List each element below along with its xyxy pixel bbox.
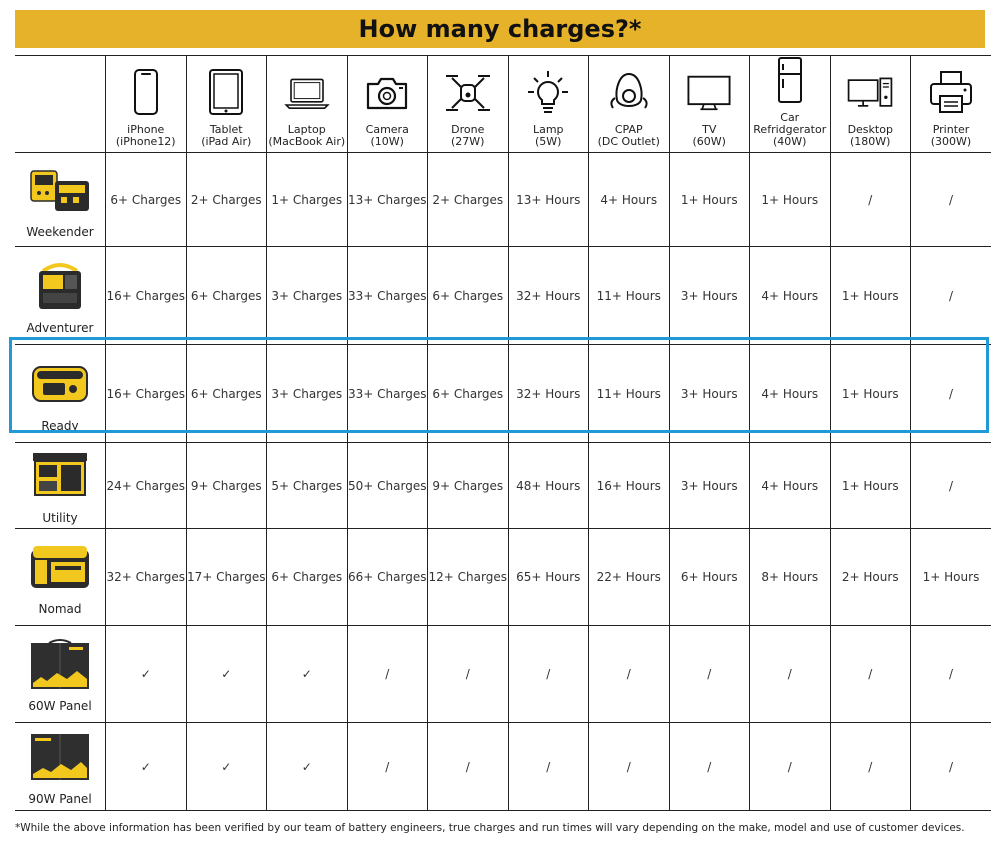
cell: 1+ Hours — [750, 153, 831, 247]
table-row — [15, 247, 991, 345]
cell: 33+ Charges — [347, 345, 428, 443]
col-sub: (40W) — [773, 135, 807, 148]
car-refrigerator-icon — [766, 56, 814, 106]
product-name: 60W Panel — [28, 699, 92, 713]
cell: / — [830, 153, 911, 247]
cell: 4+ Hours — [750, 345, 831, 443]
col-sub: (MacBook Air) — [268, 135, 346, 148]
product-cell-weekender — [15, 153, 106, 247]
product-name: 90W Panel — [28, 791, 92, 806]
cell: 4+ Hours — [750, 443, 831, 529]
cell: 3+ Hours — [669, 247, 750, 345]
page-title: How many charges?* — [358, 15, 642, 43]
product-name: Weekender — [26, 224, 94, 239]
cell: / — [428, 626, 509, 723]
cell: 13+ Charges — [347, 153, 428, 247]
col-sub: (10W) — [370, 135, 404, 148]
cell: / — [589, 723, 670, 811]
cell: 13+ Hours — [508, 153, 589, 247]
cell: 9+ Charges — [428, 443, 509, 529]
cell: 6+ Charges — [106, 153, 187, 247]
col-sub: (180W) — [850, 135, 891, 148]
cell: 12+ Charges — [428, 529, 509, 626]
title-banner — [15, 10, 985, 48]
cell: 1+ Hours — [830, 443, 911, 529]
header-camera — [347, 56, 428, 153]
cell: / — [508, 626, 589, 723]
cell: 6+ Charges — [267, 529, 348, 626]
header-lamp — [508, 56, 589, 153]
footnote: *While the above information has been verified by our team of battery engineers, true charges and run times will vary depending on the make, model and use of customer devices. — [15, 822, 965, 834]
laptop-icon — [283, 68, 331, 118]
ready-product-image — [27, 355, 93, 411]
col-name: TV — [702, 123, 717, 136]
col-name: CPAP — [614, 123, 643, 136]
cell: 22+ Hours — [589, 529, 670, 626]
header-tv — [669, 56, 750, 153]
cell: / — [347, 626, 428, 723]
cell: 9+ Charges — [186, 443, 267, 529]
cell: 32+ Hours — [508, 247, 589, 345]
header-row — [15, 56, 991, 153]
weekender-product-image — [27, 161, 93, 217]
cell: 2+ Charges — [428, 153, 509, 247]
camera-icon — [363, 68, 411, 118]
cell: / — [347, 723, 428, 811]
cell: / — [589, 626, 670, 723]
cell: / — [911, 247, 992, 345]
cell: 3+ Hours — [669, 443, 750, 529]
product-cell-ready — [15, 345, 106, 443]
charges-table — [15, 55, 991, 811]
product-name: Utility — [42, 510, 78, 525]
col-name: Tablet — [209, 123, 243, 136]
cell: / — [750, 626, 831, 723]
cell: 1+ Hours — [669, 153, 750, 247]
printer-icon — [927, 68, 975, 118]
tablet-icon — [202, 68, 250, 118]
col-name: iPhone — [127, 123, 165, 136]
desktop-icon — [846, 68, 894, 118]
product-cell-60w-panel — [15, 626, 106, 723]
cell: 3+ Hours — [669, 345, 750, 443]
header-iphone — [106, 56, 187, 153]
cell: 3+ Charges — [267, 345, 348, 443]
header-laptop — [267, 56, 348, 153]
header-corner — [15, 56, 106, 153]
table-row — [15, 529, 991, 626]
cell: 24+ Charges — [106, 443, 187, 529]
cpap-icon — [605, 68, 653, 118]
table-row — [15, 443, 991, 529]
cell: ✓ — [186, 626, 267, 723]
product-name: Ready — [41, 418, 79, 433]
cell: / — [911, 153, 992, 247]
product-cell-adventurer — [15, 247, 106, 345]
cell: 16+ Hours — [589, 443, 670, 529]
col-name: Desktop — [847, 123, 893, 136]
lamp-icon — [524, 68, 572, 118]
cell: 2+ Charges — [186, 153, 267, 247]
cell: 1+ Hours — [830, 247, 911, 345]
cell: 4+ Hours — [589, 153, 670, 247]
cell: 6+ Charges — [428, 247, 509, 345]
header-tablet — [186, 56, 267, 153]
product-cell-90w-panel — [15, 723, 106, 811]
cell: 11+ Hours — [589, 247, 670, 345]
nomad-product-image — [27, 538, 93, 594]
col-sub: (60W) — [692, 135, 726, 148]
cell: 33+ Charges — [347, 247, 428, 345]
table-row — [15, 723, 991, 811]
col-name: Drone — [451, 123, 485, 136]
cell: ✓ — [106, 723, 187, 811]
cell: 1+ Hours — [911, 529, 992, 626]
col-name: Lamp — [532, 123, 564, 136]
cell: 48+ Hours — [508, 443, 589, 529]
col-sub: (27W) — [451, 135, 485, 148]
cell: 1+ Hours — [830, 345, 911, 443]
drone-icon — [444, 68, 492, 118]
cell: 6+ Charges — [186, 345, 267, 443]
cell: 32+ Hours — [508, 345, 589, 443]
90w-panel-product-image — [27, 728, 93, 784]
cell: / — [911, 723, 992, 811]
col-name: Camera — [365, 123, 409, 136]
60w-panel-product-image — [27, 635, 93, 691]
cell: 11+ Hours — [589, 345, 670, 443]
cell: / — [750, 723, 831, 811]
header-desktop — [830, 56, 911, 153]
cell: / — [669, 626, 750, 723]
cell: 3+ Charges — [267, 247, 348, 345]
cell: ✓ — [106, 626, 187, 723]
col-name: Car Refridgerator — [753, 111, 827, 136]
cell: 5+ Charges — [267, 443, 348, 529]
cell: ✓ — [267, 723, 348, 811]
cell: 1+ Charges — [267, 153, 348, 247]
cell: / — [830, 626, 911, 723]
tv-icon — [685, 68, 733, 118]
cell: 8+ Hours — [750, 529, 831, 626]
col-sub: (iPhone12) — [115, 135, 176, 148]
cell: 6+ Hours — [669, 529, 750, 626]
cell: / — [830, 723, 911, 811]
cell: / — [911, 345, 992, 443]
cell: / — [508, 723, 589, 811]
cell: / — [669, 723, 750, 811]
cell: 50+ Charges — [347, 443, 428, 529]
header-car-refrigerator — [750, 56, 831, 153]
header-cpap — [589, 56, 670, 153]
cell: 6+ Charges — [428, 345, 509, 443]
col-name: Printer — [932, 123, 970, 136]
col-sub: (iPad Air) — [201, 135, 252, 148]
cell: / — [911, 443, 992, 529]
header-drone — [428, 56, 509, 153]
cell: 2+ Hours — [830, 529, 911, 626]
table-row — [15, 153, 991, 247]
cell: / — [428, 723, 509, 811]
adventurer-product-image — [27, 257, 93, 313]
cell: ✓ — [186, 723, 267, 811]
cell: 65+ Hours — [508, 529, 589, 626]
product-cell-nomad — [15, 529, 106, 626]
product-name: Nomad — [38, 602, 82, 616]
cell: 6+ Charges — [186, 247, 267, 345]
utility-product-image — [27, 447, 93, 503]
iphone-icon — [122, 68, 170, 118]
cell: 16+ Charges — [106, 247, 187, 345]
col-name: Laptop — [287, 123, 326, 136]
col-sub: (300W) — [930, 135, 972, 148]
product-name: Adventurer — [26, 320, 94, 335]
cell: / — [911, 626, 992, 723]
header-printer — [911, 56, 992, 153]
table-row — [15, 626, 991, 723]
cell: 4+ Hours — [750, 247, 831, 345]
cell: 17+ Charges — [186, 529, 267, 626]
cell: ✓ — [267, 626, 348, 723]
cell: 66+ Charges — [347, 529, 428, 626]
table-row — [15, 345, 991, 443]
product-cell-utility — [15, 443, 106, 529]
col-sub: (DC Outlet) — [597, 135, 660, 148]
cell: 16+ Charges — [106, 345, 187, 443]
col-sub: (5W) — [535, 135, 562, 148]
cell: 32+ Charges — [106, 529, 187, 626]
